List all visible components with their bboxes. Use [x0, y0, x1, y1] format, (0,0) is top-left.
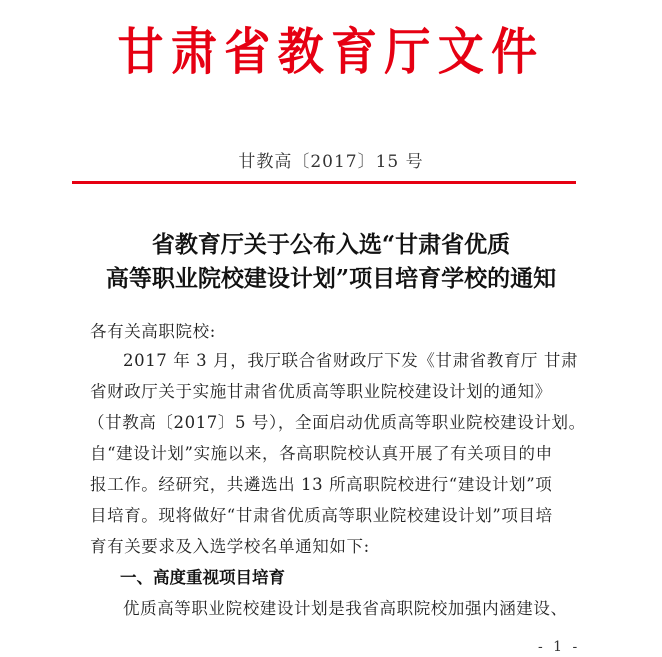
document-number: 甘教高〔2017〕15 号 — [238, 152, 424, 172]
notice-title-line-1: 省教育厅关于公布入选“甘肃省优质 — [151, 231, 511, 258]
paragraph-line: 省财政厅关于实施甘肃省优质高等职业院校建设计划的通知》 — [90, 382, 552, 401]
notice-title-line-2: 高等职业院校建设计划”项目培育学校的通知 — [105, 265, 557, 292]
section-heading: 一、高度重视项目培育 — [120, 568, 285, 587]
paragraph-line: 报工作。经研究，共遴选出 13 所高职院校进行“建设计划”项 — [90, 475, 553, 494]
paragraph-line: 自“建设计划”实施以来，各高职院校认真开展了有关项目的申 — [90, 444, 553, 463]
page-number: - 1 - — [538, 639, 581, 655]
salutation: 各有关高职院校: — [90, 322, 216, 341]
masthead-title: 甘肃省教育厅文件 — [117, 22, 545, 81]
paragraph-line: （甘教高〔2017〕5 号），全面启动优质高等职业院校建设计划。 — [88, 413, 586, 432]
paragraph-line: 优质高等职业院校建设计划是我省高职院校加强内涵建设、 — [123, 599, 568, 618]
paragraph-line: 目培育。现将做好“甘肃省优质高等职业院校建设计划”项目培 — [90, 506, 553, 525]
paragraph-line: 2017 年 3 月，我厅联合省财政厅下发《甘肃省教育厅 甘肃 — [123, 351, 579, 370]
paragraph-line: 育有关要求及入选学校名单通知如下: — [90, 537, 370, 556]
red-separator-line — [72, 181, 576, 184]
